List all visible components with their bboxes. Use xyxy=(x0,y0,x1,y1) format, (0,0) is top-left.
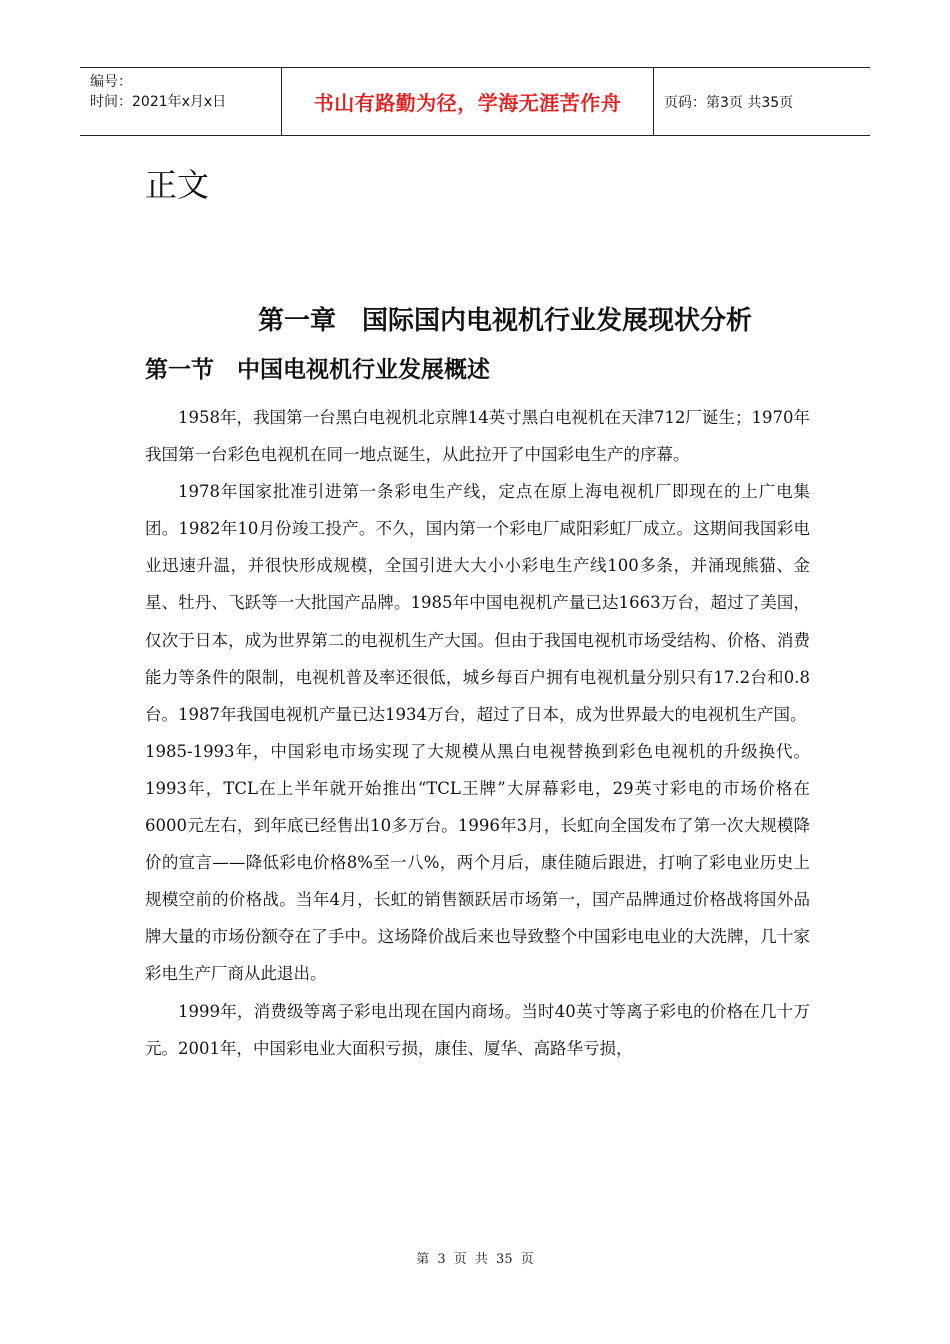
number-label: 编号： xyxy=(90,74,132,90)
chapter-title: 第一章 国际国内电视机行业发展现状分析 xyxy=(257,306,752,336)
page-heading: 正文 xyxy=(145,166,210,204)
time-label: 时间：2021年x月x日 xyxy=(90,94,227,110)
page-header xyxy=(80,67,870,136)
paragraph: 1978年国家批准引进第一条彩电生产线，定点在原上海电视机厂即现在的上广电集团。1982年10月份竣工投产。不久，国内第一个彩电厂咸阳彩虹厂成立。这期间我国彩电业迅速升温，并很快形成规模，全国引进大大小小彩电生产线100多条，并涌现熊猫、金星、牡丹、飞跃等一大批国产品牌。1985年中国电视机产量已达1663万台，超过了美国，仅次于日本，成为世界第二的电视机生产大国。但由于我国电视机市场受结构、价格、消费能力等条件的限制，电视机普及率还很低，城乡每百户拥有电视机量分别只有17.2台和0.8台。1987年我国电视机产量已达1934万台，超过了日本，成为世界最大的电视机生产国。 xyxy=(145,482,810,724)
header-meta xyxy=(80,68,282,135)
header-page-info: 页码：第3页 共35页 xyxy=(664,94,794,111)
paragraph: 1958年，我国第一台黑白电视机北京牌14英寸黑白电视机在天津712厂诞生；1970年我国第一台彩色电视机在同一地点诞生，从此拉开了中国彩电生产的序幕。 xyxy=(145,408,810,465)
paragraph: 1999年，消费级等离子彩电出现在国内商场。当时40英寸等离子彩电的价格在几十万元。2001年，中国彩电业大面积亏损，康佳、厦华、高路华亏损， xyxy=(145,1001,810,1058)
paragraph: 1985-1993年，中国彩电市场实现了大规模从黑白电视替换到彩色电视机的升级换代。1993年，TCL在上半年就开始推出“TCL王牌”大屏幕彩电，29英寸彩电的市场价格在6000元左右，到年底已经售出10多万台。1996年3月，长虹向全国发布了第一次大规模降价的宣言——降低彩电价格8%至一八%，两个月后，康佳随后跟进，打响了彩电业历史上规模空前的价格战。当年4月，长虹的销售额跃居市场第一，国产品牌通过价格战将国外品牌大量的市场份额夺在了手中。这场降价战后来也导致整个中国彩电电业的大洗牌，几十家彩电生产厂商从此退出。 xyxy=(145,741,810,984)
header-motto: 书山有路勤为径，学海无涯苦作舟 xyxy=(282,68,654,135)
body-text xyxy=(145,399,810,1067)
page-footer: 第 3 页 共 35 页 xyxy=(416,1252,534,1267)
section-title: 第一节 中国电视机行业发展概述 xyxy=(145,357,490,383)
